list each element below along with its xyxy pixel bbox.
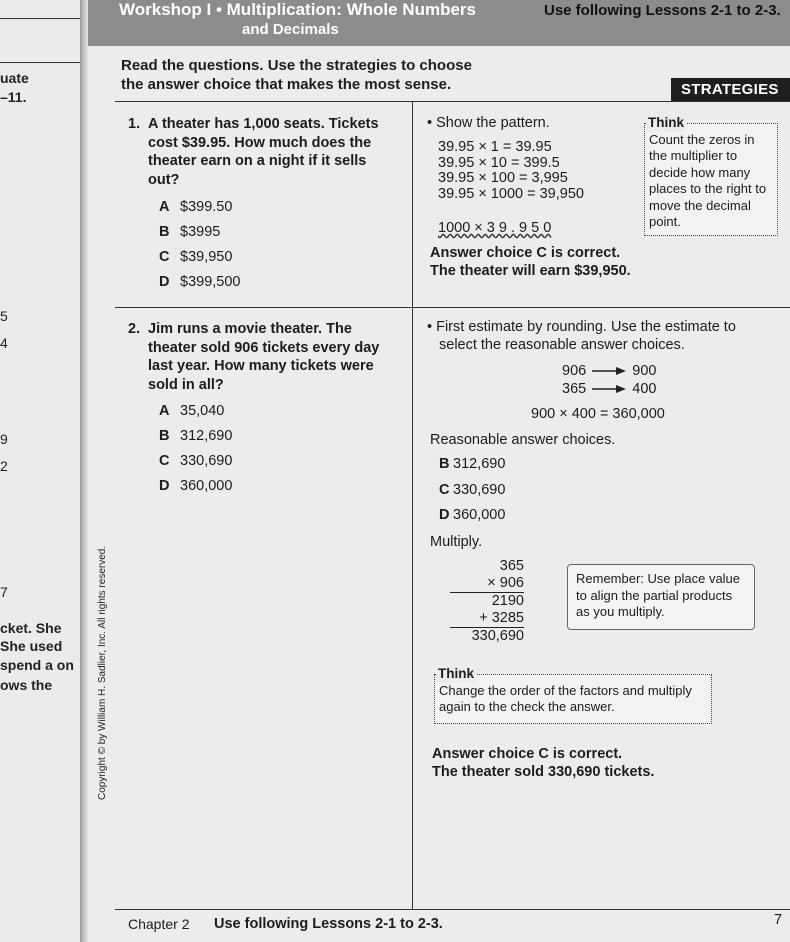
pattern-equations [438,140,584,202]
answer-line: The theater will earn $39,950. [430,263,631,279]
mult-row: × 906 [450,575,524,593]
choice-letter: C [159,453,170,469]
answer-statement [430,244,631,280]
think-label: Think [648,115,684,130]
reasonable-choice [439,478,505,504]
divider [115,307,790,308]
page-header [88,0,790,46]
strategy-line: • First estimate by rounding. Use the estimate to [427,319,736,335]
think-line: move the decimal [649,197,751,213]
question-number: 2. [128,321,141,337]
footer-lessons: Use following Lessons 2-1 to 2-3. [214,916,443,932]
choice-text: $399.50 [180,199,233,215]
question-line: sold in all? [148,376,224,393]
think-label: Think [438,666,474,681]
left-page-rule [0,18,80,19]
choice-text: 330,690 [453,481,506,498]
choice-text: $399,500 [180,274,241,290]
left-page-number: 5 [0,308,8,324]
estimate: 900 × 400 = 360,000 [531,406,665,422]
answer-choice[interactable] [159,424,232,449]
strategy-line: select the reasonable answer choices. [439,337,685,353]
question-line: out? [148,171,180,188]
choice-letter: C [439,481,450,498]
choice-text: 360,000 [180,478,233,494]
answer-choice[interactable] [159,270,240,295]
left-page-number: 9 [0,431,8,447]
column-divider [412,101,413,909]
mult-row: 2190 [491,593,524,609]
equation: 39.95 × 100 = 3,995 [438,170,568,186]
reasonable-choice [439,452,505,478]
round-from: 906 [562,363,587,379]
choice-letter: A [159,403,170,419]
choice-text: 312,690 [180,428,233,444]
mult-row: + 3285 [450,610,524,628]
answer-line: Answer choice C is correct. [430,245,621,261]
divider [115,101,790,102]
left-page-text: spend a on [0,657,74,673]
rounding-row [562,380,656,398]
round-to: 400 [632,381,657,397]
reasonable-choice [439,503,505,529]
left-page-rule [0,62,80,63]
equation: 39.95 × 10 = 399.5 [438,154,560,171]
left-page-text: uate [0,70,29,86]
choice-letter: D [159,274,170,290]
left-page-number: 7 [0,584,8,600]
question-line: A theater has 1,000 seats. Tickets [148,116,379,132]
multiply-label: Multiply. [430,534,483,550]
think-line: again to the check the answer. [439,699,615,714]
answer-choice[interactable] [159,245,240,270]
left-page-text: ows the [0,677,53,693]
choice-text: 330,690 [180,453,233,469]
copyright-notice: Copyright © by William H. Sadlier, Inc. All rights reserved. [97,545,108,800]
equation: 39.95 × 1 = 39.95 [438,139,552,155]
think-line: Change the order of the factors and multiply [439,682,692,698]
choice-text: $3995 [180,224,221,240]
left-page-text: She used [0,638,63,654]
think-line: decide how many [649,164,751,180]
mult-row: 365 [499,558,524,574]
think-box [644,115,778,236]
choice-text: 35,040 [180,403,225,419]
question-number: 1. [128,116,141,132]
choice-letter: D [439,507,450,523]
header-lessons: Use following Lessons 2-1 to 2-3. [544,2,781,19]
arrow-right-icon [592,384,626,394]
round-to: 900 [632,363,657,379]
answer-choice[interactable] [159,195,240,220]
strategy-heading [427,318,736,354]
instructions [121,56,472,94]
strategies-tab: STRATEGIES [671,78,790,102]
question-1-choices [159,195,240,295]
long-multiplication [450,558,524,645]
workshop-title-line2: and Decimals [242,21,339,38]
choice-text: $39,950 [180,249,233,265]
decimal-shift-pattern: 1000 × 3 9 . 9 5 0 [438,220,552,236]
think-line: Count the zeros in [649,131,755,147]
mult-row: 330,690 [471,628,524,644]
choice-text: 312,690 [453,456,506,472]
think-line: places to the right to [649,181,767,196]
workbook-page [88,0,790,942]
choice-letter: B [439,456,450,472]
choice-letter: D [159,478,170,494]
remember-callout: Remember: Use place value to align the partial products as you multiply. [567,564,755,630]
choice-letter: B [159,428,170,444]
choice-letter: B [159,224,170,240]
think-line: point. [649,214,681,229]
left-page-number: 2 [0,458,8,474]
answer-choice[interactable] [159,220,240,245]
question-line: cost $39.95. How much does the [148,134,372,151]
answer-line: The theater sold 330,690 tickets. [432,764,655,780]
question-line: theater sold 906 tickets every day [148,339,380,356]
arrow-right-icon [592,366,626,376]
divider [115,909,790,910]
answer-statement [432,745,654,781]
think-box [434,666,712,724]
reasonable-choices [439,452,505,529]
question-line: Jim runs a movie theater. The [148,321,352,337]
answer-line: Answer choice C is correct. [432,746,623,762]
page-number: 7 [774,912,783,928]
rounding-row [562,362,656,380]
answer-choice[interactable] [159,474,232,499]
question-2-choices [159,399,232,499]
left-page-text: –11. [0,89,27,105]
question-1 [128,115,400,189]
answer-choice[interactable] [159,449,232,474]
round-from: 365 [562,381,587,397]
left-facing-page [0,0,86,942]
answer-choice[interactable] [159,399,232,424]
left-page-number: 4 [0,335,8,351]
think-line: the multiplier to [649,148,738,163]
question-2 [128,320,400,394]
question-line: theater earn on a night if it sells [148,153,367,169]
choice-text: 360,000 [453,507,506,523]
strategy-heading: • Show the pattern. [427,115,550,131]
instructions-line: the answer choice that makes the most sense. [121,76,452,93]
equation: 39.95 × 1000 = 39,950 [438,185,584,202]
footer-chapter: Chapter 2 [128,916,190,932]
choice-letter: A [159,199,170,215]
choice-letter: C [159,249,170,265]
workshop-title-line1: Workshop I • Multiplication: Whole Numbers [119,0,476,19]
left-page-text: cket. She [0,620,62,636]
workshop-title [119,0,476,40]
reasonable-label: Reasonable answer choices. [430,432,616,448]
instructions-line: Read the questions. Use the strategies to choose [121,57,472,74]
question-line: last year. How many tickets were [148,358,374,374]
